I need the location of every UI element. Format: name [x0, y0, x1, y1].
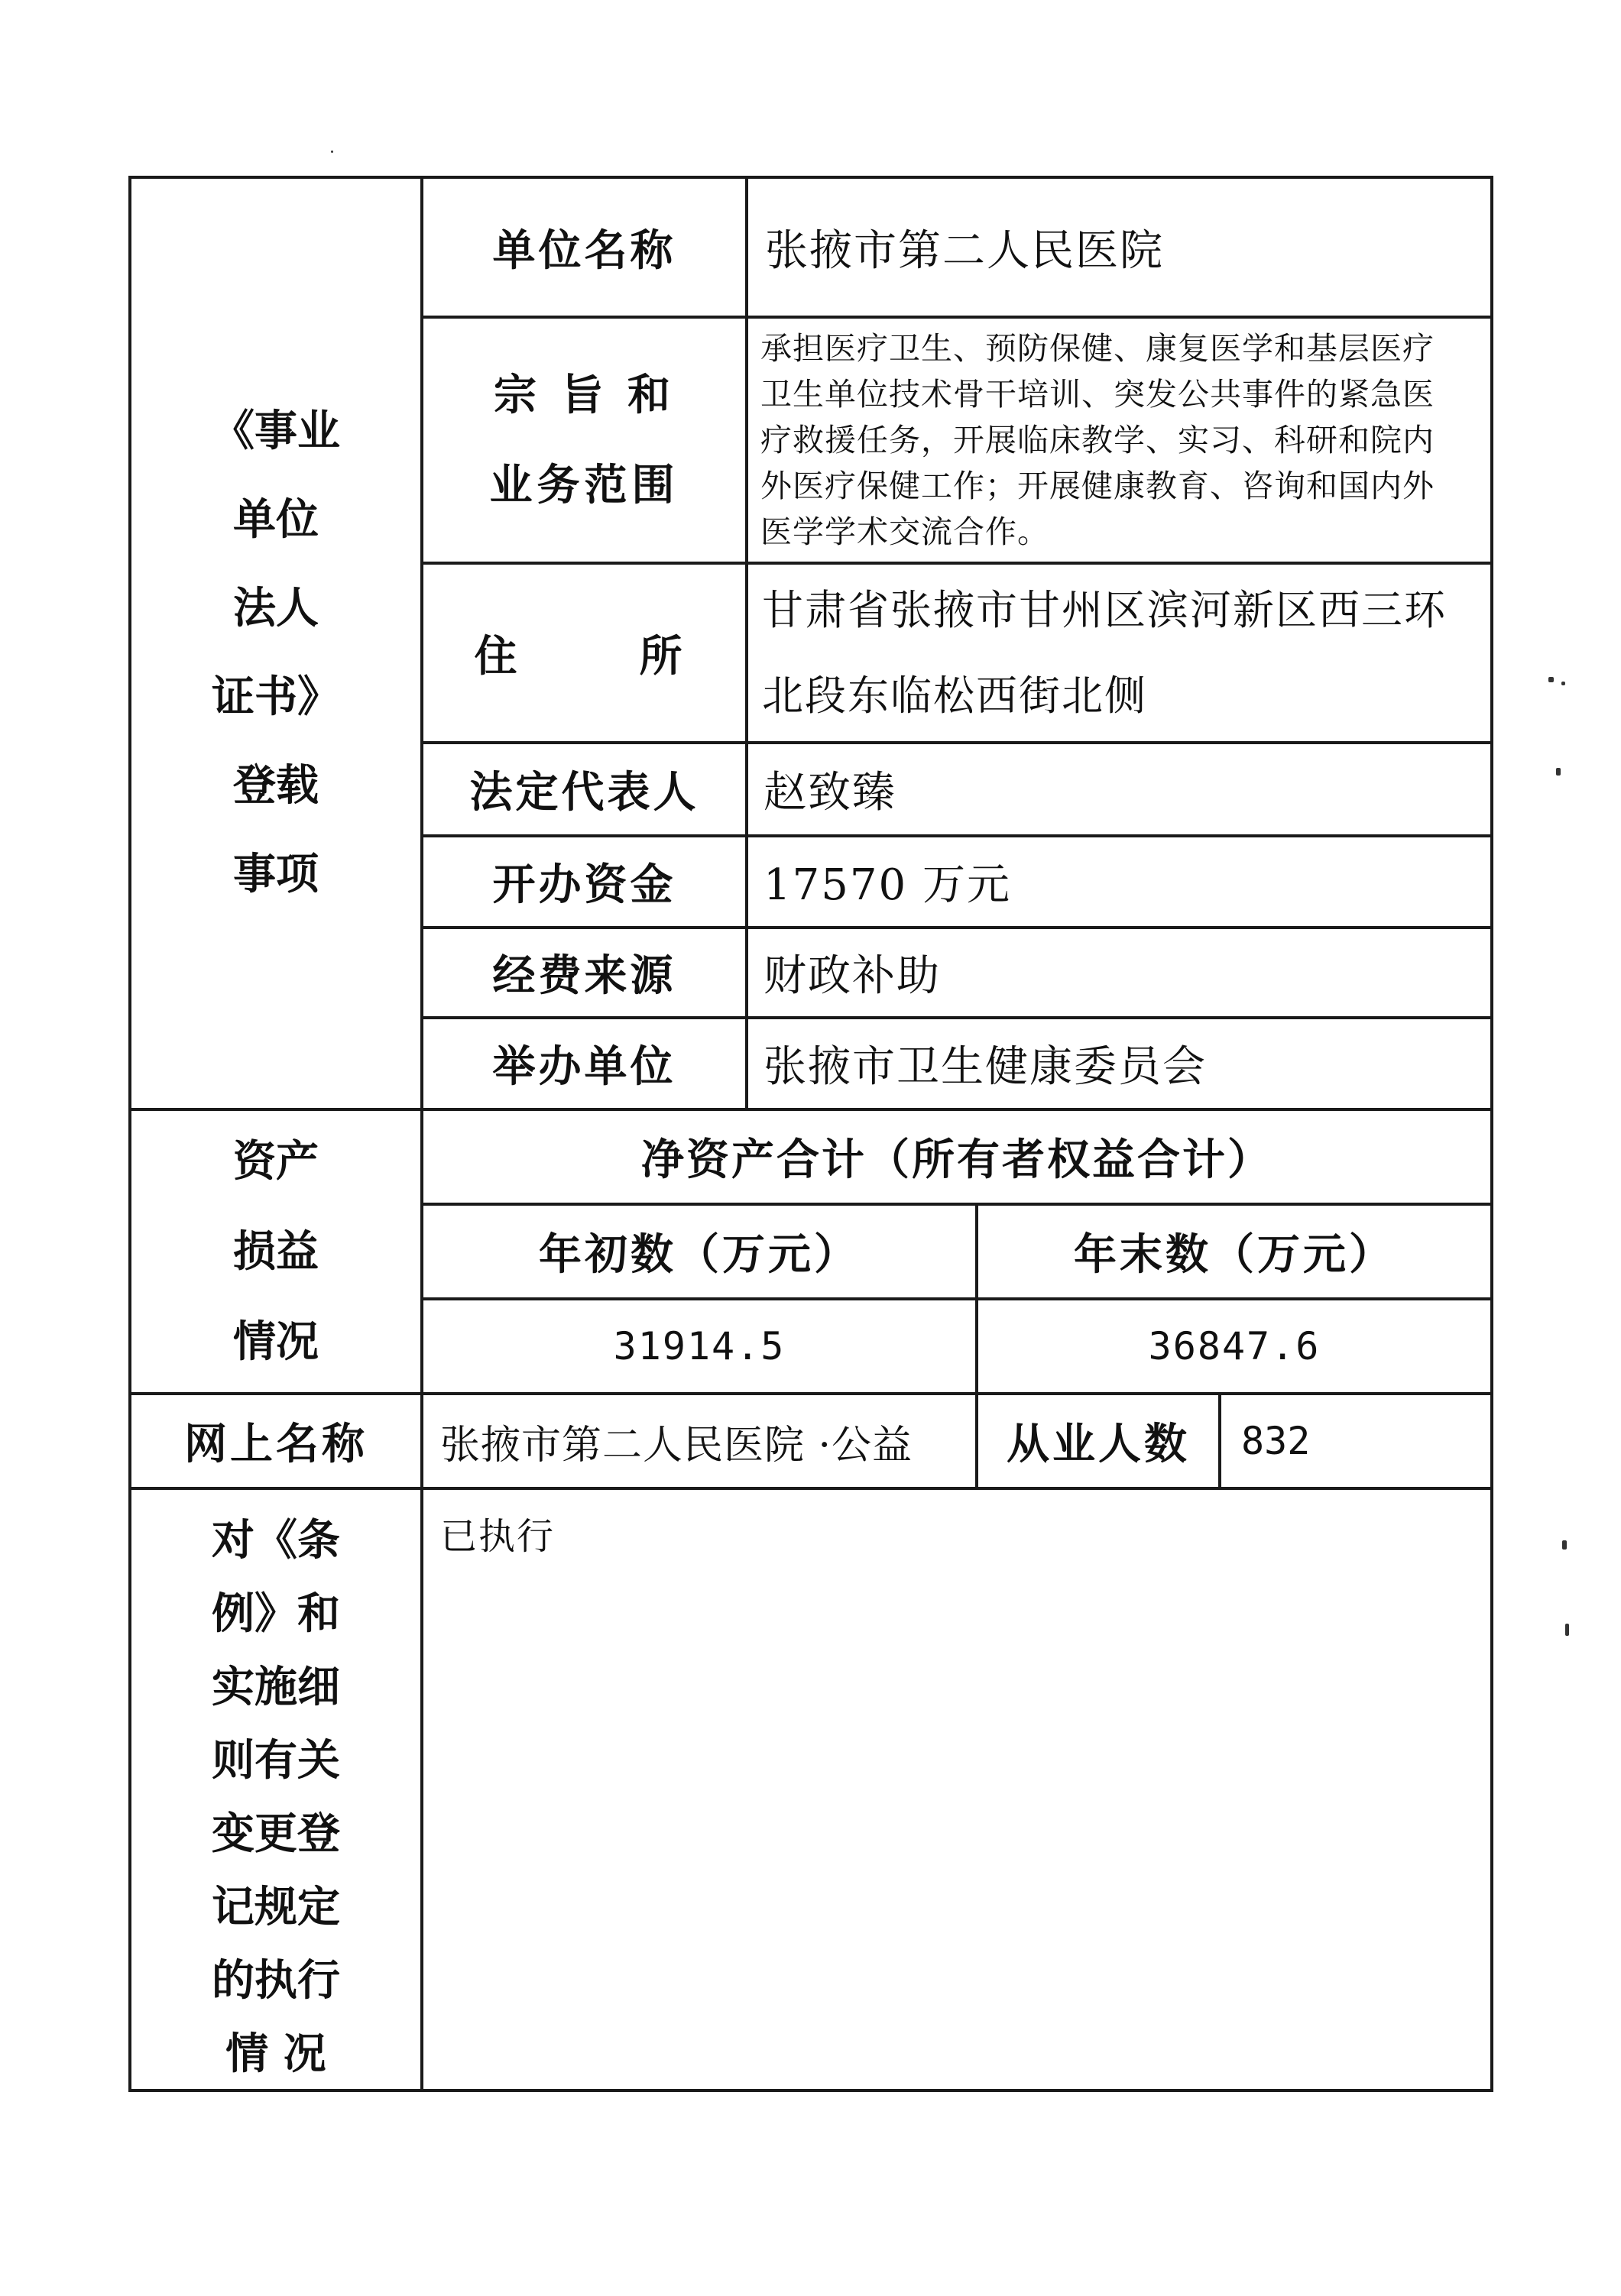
purpose-label-line: 业务范围	[489, 460, 679, 510]
border-right	[1490, 176, 1493, 2092]
scan-speck	[1548, 677, 1554, 682]
scan-speck	[1562, 1540, 1567, 1550]
staff-count-label: 从业人数	[1007, 1419, 1190, 1469]
purpose-value-line: 外医疗保健工作；开展健康教育、咨询和国内外	[760, 468, 1435, 504]
purpose-value	[748, 319, 1490, 562]
certificate-label-line: 证书》	[212, 672, 340, 722]
sponsor-value: 张掖市卫生健康委员会	[763, 1042, 1207, 1092]
assets-label-line: 情况	[233, 1316, 319, 1367]
regulation-value: 已执行	[440, 1515, 556, 1558]
purpose-value-line: 承担医疗卫生、预防保健、康复医学和基层医疗	[760, 330, 1435, 367]
online-name-value: 张掖市第二人民医院 ·公益	[440, 1422, 913, 1469]
regulation-label-line: 变更登	[212, 1809, 340, 1859]
purpose-value-line: 疗救援任务，开展临床教学、实习、科研和院内	[760, 422, 1435, 458]
address-value	[748, 565, 1490, 741]
border-bottom	[128, 2089, 1493, 2092]
assets-label-line: 损益	[233, 1226, 319, 1277]
scan-speck	[1556, 768, 1561, 776]
legal-rep-value: 赵致臻	[763, 768, 896, 818]
funding-label: 经费来源	[492, 950, 676, 1001]
certificate-label-line: 单位	[233, 494, 319, 545]
assets-section-label	[131, 1111, 420, 1392]
begin-year-label: 年初数（万元）	[539, 1229, 860, 1280]
end-year-value: 36847.6	[1148, 1324, 1321, 1368]
funding-value: 财政补助	[763, 951, 941, 1001]
purpose-value-line: 医学学术交流合作。	[760, 513, 1049, 550]
regulation-label-line: 实施细	[212, 1662, 340, 1712]
end-year-label: 年末数（万元）	[1074, 1229, 1395, 1280]
regulation-section-label	[131, 1490, 420, 2089]
purpose-label	[423, 319, 745, 562]
regulation-label-line: 对《条	[212, 1515, 340, 1566]
purpose-label-line: 宗 旨 和	[494, 370, 675, 420]
unit-name-value: 张掖市第二人民医院	[765, 225, 1164, 276]
scan-speck	[1565, 1624, 1569, 1636]
certificate-label-line: 《事业	[212, 406, 340, 456]
certificate-section-label	[131, 179, 420, 1108]
certificate-label-line: 事项	[233, 849, 319, 899]
regulation-label-line: 情 况	[225, 2029, 326, 2079]
assets-label-line: 资产	[233, 1136, 319, 1187]
address-label: 住 所	[474, 630, 695, 682]
regulation-label-line: 例》和	[212, 1588, 340, 1639]
capital-value: 17570 万元	[763, 860, 1011, 910]
address-value-line: 北段东临松西街北侧	[762, 671, 1147, 720]
purpose-value-line: 卫生单位技术骨干培训、突发公共事件的紧急医	[760, 376, 1435, 413]
scan-speck	[1561, 682, 1565, 685]
certificate-label-line: 法人	[233, 583, 319, 633]
regulation-label-line: 则有关	[212, 1735, 340, 1786]
net-assets-header: 净资产合计（所有者权益合计）	[641, 1135, 1272, 1185]
online-name-label: 网上名称	[184, 1419, 368, 1469]
unit-name-label: 单位名称	[492, 225, 676, 276]
scan-speck	[331, 151, 333, 153]
regulation-label-line: 记规定	[212, 1882, 340, 1932]
address-value-line: 甘肃省张掖市甘州区滨河新区西三环	[762, 585, 1447, 634]
regulation-label-line: 的执行	[212, 1955, 340, 2006]
begin-year-value: 31914.5	[613, 1324, 786, 1368]
capital-label: 开办资金	[492, 860, 676, 910]
legal-rep-label: 法定代表人	[469, 767, 699, 818]
certificate-label-line: 登载	[233, 760, 319, 811]
sponsor-label: 举办单位	[492, 1041, 676, 1092]
staff-count-value: 832	[1241, 1419, 1311, 1463]
